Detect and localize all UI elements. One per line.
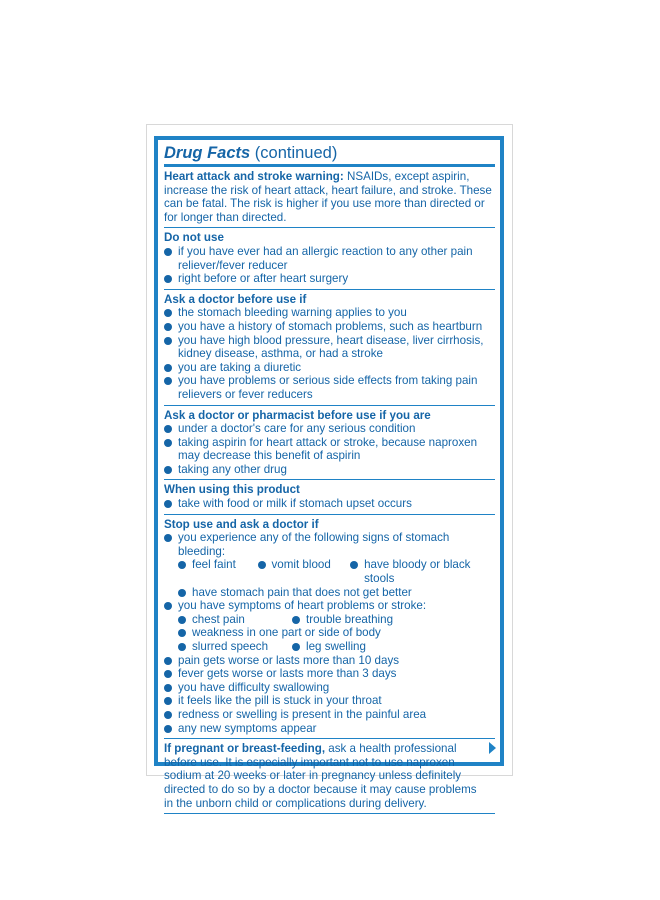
ask-doctor-heading: Ask a doctor before use if bbox=[164, 292, 307, 306]
sign-item: chest pain bbox=[178, 613, 292, 627]
heart-warning-label: Heart attack and stroke warning: bbox=[164, 170, 344, 183]
sign-item: leg swelling bbox=[292, 640, 366, 654]
list-item bbox=[164, 531, 495, 599]
heart-warning-text: NSAIDs, except aspirin, increase the risk of heart attack, heart failure, and stroke. These can be fatal. The risk is higher if you use more than directed or for longer than directed. bbox=[164, 170, 492, 224]
heart-warning-section bbox=[164, 167, 495, 228]
bleeding-signs-row bbox=[178, 558, 495, 585]
when-using-heading: When using this product bbox=[164, 483, 300, 497]
stop-use-section bbox=[164, 515, 495, 740]
sign-item: have bloody or black stools bbox=[350, 558, 495, 585]
list-item: you have high blood pressure, heart disease, liver cirrhosis, kidney disease, asthma, or had a stroke bbox=[164, 334, 495, 361]
pregnant-label: If pregnant or breast-feeding, bbox=[164, 742, 326, 756]
right-triangle-icon bbox=[489, 742, 496, 754]
list-item: you have problems or serious side effects from taking pain relievers or fever reducers bbox=[164, 374, 495, 401]
drug-facts-panel bbox=[154, 136, 504, 810]
list-item: take with food or milk if stomach upset occurs bbox=[164, 497, 495, 511]
when-using-section bbox=[164, 480, 495, 514]
list-item: if you have ever had an allergic reaction to any other pain reliever/fever reducer bbox=[164, 245, 495, 272]
list-item: taking aspirin for heart attack or stroke, because naproxen may decrease this benefit of aspirin bbox=[164, 436, 495, 463]
stop-use-heading: Stop use and ask a doctor if bbox=[164, 517, 319, 531]
ask-pharmacist-section bbox=[164, 406, 495, 481]
do-not-use-heading: Do not use bbox=[164, 231, 224, 245]
pregnant-section bbox=[164, 739, 495, 814]
list-item: fever gets worse or lasts more than 3 days bbox=[164, 667, 495, 681]
list-item: redness or swelling is present in the painful area bbox=[164, 708, 495, 722]
heart-signs-row bbox=[178, 640, 495, 654]
list-item: you have a history of stomach problems, such as heartburn bbox=[164, 320, 495, 334]
ask-pharmacist-heading: Ask a doctor or pharmacist before use if you are bbox=[164, 408, 431, 422]
list-item bbox=[164, 599, 495, 653]
list-item: the stomach bleeding warning applies to you bbox=[164, 306, 495, 320]
heart-signs-row bbox=[178, 613, 495, 627]
pregnant-text: ask a health professional before use. It is especially important not to use naproxen sodium at 20 weeks or later in pregnancy unless definitely directed to do so by a doctor because it may cause problems in the unborn child or complications during delivery. bbox=[164, 742, 477, 810]
sign-item: feel faint bbox=[178, 558, 258, 585]
sign-item: vomit blood bbox=[258, 558, 351, 585]
do-not-use-section bbox=[164, 228, 495, 289]
list-item: taking any other drug bbox=[164, 463, 495, 477]
drug-facts-title bbox=[164, 142, 495, 167]
list-item: right before or after heart surgery bbox=[164, 272, 495, 286]
bleeding-extra-row bbox=[178, 586, 495, 600]
sign-item: slurred speech bbox=[178, 640, 292, 654]
list-item: you have difficulty swallowing bbox=[164, 681, 495, 695]
sign-item: trouble breathing bbox=[292, 613, 393, 627]
heart-signs-row bbox=[178, 626, 495, 640]
sign-item: weakness in one part or side of body bbox=[178, 626, 381, 640]
bleeding-intro: you experience any of the following signs of stomach bleeding: bbox=[178, 531, 450, 558]
heart-intro: you have symptoms of heart problems or stroke: bbox=[178, 599, 427, 613]
title-continued: (continued) bbox=[250, 144, 338, 162]
sign-item: have stomach pain that does not get better bbox=[178, 586, 412, 600]
list-item: any new symptoms appear bbox=[164, 722, 495, 736]
ask-doctor-section bbox=[164, 290, 495, 406]
list-item: pain gets worse or lasts more than 10 days bbox=[164, 654, 495, 668]
title-bold: Drug Facts bbox=[164, 144, 251, 162]
list-item: under a doctor's care for any serious condition bbox=[164, 422, 495, 436]
list-item: you are taking a diuretic bbox=[164, 361, 495, 375]
list-item: it feels like the pill is stuck in your throat bbox=[164, 694, 495, 708]
